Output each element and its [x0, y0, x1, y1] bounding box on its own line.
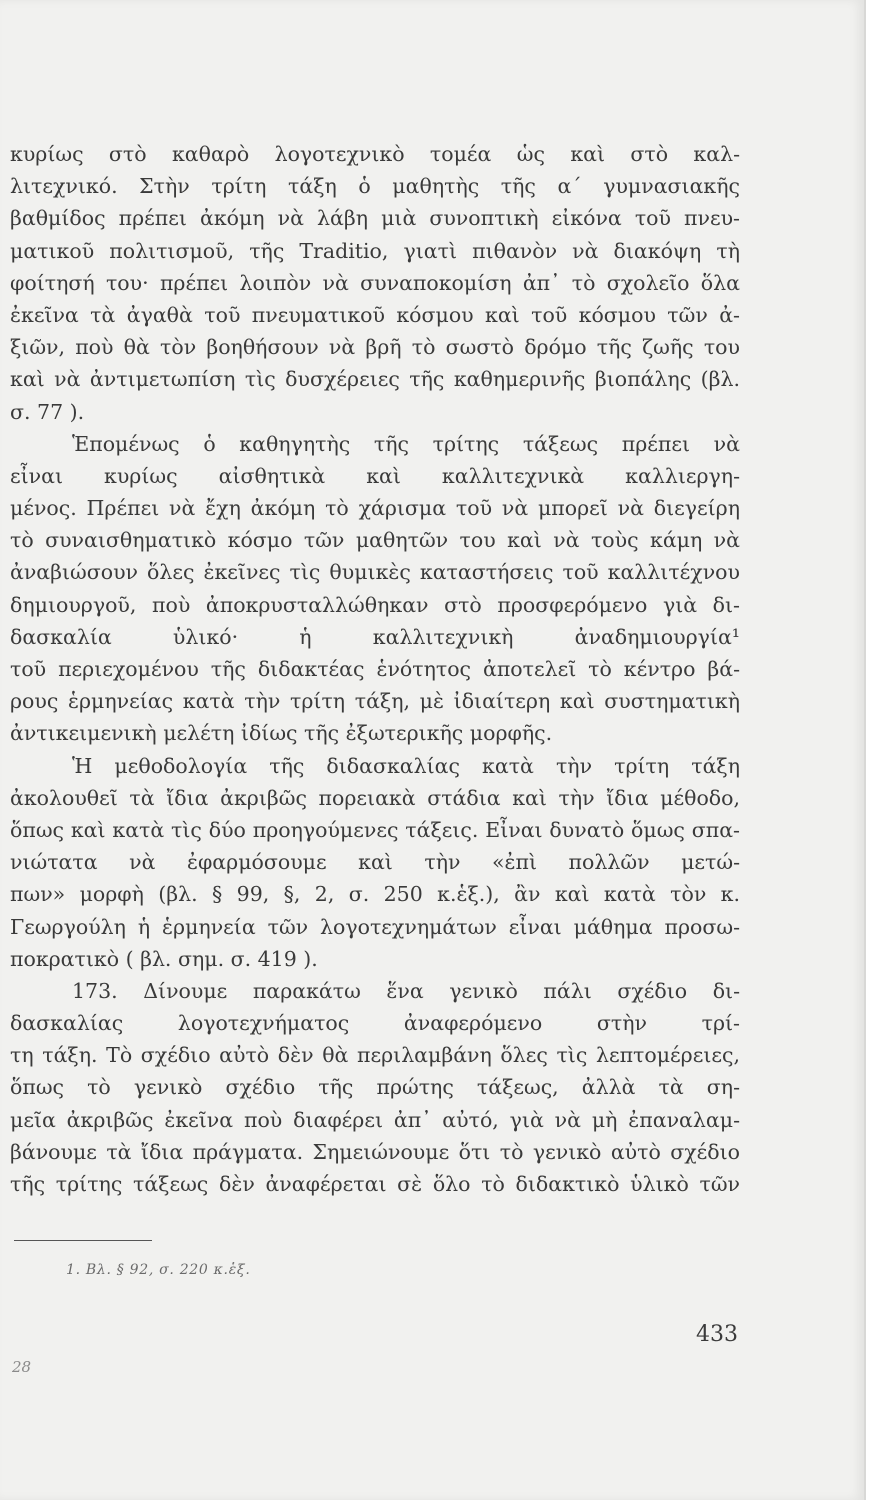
text-line: τὸ συναισθηματικὸ κόσμο τῶν μαθητῶν του καὶ νὰ τοὺς κάμη νὰ — [10, 528, 740, 553]
text-line: ἀναβιώσουν ὅλες ἐκεῖνες τὶς θυμικὲς καταστήσεις τοῦ καλλιτέχνου — [10, 560, 740, 585]
text-line: ξιῶν, ποὺ θὰ τὸν βοηθήσουν νὰ βρῆ τὸ σωστὸ δρόμο τῆς ζωῆς του — [10, 335, 740, 360]
signature-mark: 28 — [12, 1358, 32, 1376]
text-line: ματικοῦ πολιτισμοῦ, τῆς Traditio, γιατὶ πιθανὸν νὰ διακόψη τὴ — [10, 238, 740, 263]
text-line: ὅπως τὸ γενικὸ σχέδιο τῆς πρώτης τάξεως, ἀλλὰ τὰ ση- — [10, 1075, 740, 1100]
text-line: σ. 77 ). — [10, 399, 85, 424]
section-173-first-line: 173. Δίνουμε παρακάτω ἕνα γενικὸ πάλι σχέδιο δι- — [72, 978, 740, 1003]
text-line: μένος. Πρέπει νὰ ἔχη ἀκόμη τὸ χάρισμα τοῦ νὰ μπορεῖ νὰ διεγείρη — [10, 496, 740, 521]
text-line: τῆς τρίτης τάξεως δὲν ἀναφέρεται σὲ ὅλο τὸ διδακτικὸ ὑλικὸ τῶν — [10, 1172, 740, 1196]
page-edge — [866, 0, 883, 1500]
text-line: ποκρατικὸ ( βλ. σημ. σ. 419 ). — [10, 946, 318, 971]
text-line: Γεωργούλη ἡ ἑρμηνεία τῶν λογοτεχνημάτων εἶναι μάθημα προσω- — [10, 914, 740, 939]
text-line: ὅπως καὶ κατὰ τὶς δύο προηγούμενες τάξεις. Εἶναι δυνατὸ ὅμως σπα- — [10, 817, 740, 842]
text-line: βαθμίδος πρέπει ἀκόμη νὰ λάβη μιὰ συνοπτικὴ εἰκόνα τοῦ πνευ- — [10, 206, 740, 231]
text-line: δασκαλίας λογοτεχνήματος ἀναφερόμενο στὴν τρί- — [10, 1011, 740, 1036]
paragraph-first-line: Ἡ μεθοδολογία τῆς διδασκαλίας κατὰ τὴν τρίτη τάξη — [72, 753, 740, 778]
text-line: κυρίως στὸ καθαρὸ λογοτεχνικὸ τομέα ὡς καὶ στὸ καλ- — [10, 142, 740, 166]
text-line: ἀντικειμενικὴ μελέτη ἰδίως τῆς ἐξωτερικῆς μορφῆς. — [10, 721, 553, 746]
text-line: βάνουμε τὰ ἴδια πράγματα. Σημειώνουμε ὅτι τὸ γενικὸ αὐτὸ σχέδιο — [10, 1139, 740, 1164]
text-line: πων» μορφὴ (βλ. § 99, §, 2, σ. 250 κ.ἑξ.), ἂν καὶ κατὰ τὸν κ. — [10, 882, 740, 907]
text-line: φοίτησή του· πρέπει λοιπὸν νὰ συναποκομίση ἀπ᾿ τὸ σχολεῖο ὅλα — [10, 270, 740, 295]
text-line: λιτεχνικό. Στὴν τρίτη τάξη ὁ μαθητὴς τῆς α΄ γυμνασιακῆς — [10, 174, 740, 199]
text-line: δασκαλία ὑλικό· ἡ καλλιτεχνικὴ ἀναδημιουργία¹ — [10, 624, 740, 649]
text-line: καὶ νὰ ἀντιμετωπίση τὶς δυσχέρειες τῆς καθημερινῆς βιοπάλης (βλ. — [10, 367, 740, 392]
text-line: ρους ἑρμηνείας κατὰ τὴν τρίτη τάξη, μὲ ἰδιαίτερη καὶ συστηματικὴ — [10, 689, 740, 714]
text-line: εἶναι κυρίως αἰσθητικὰ καὶ καλλιτεχνικὰ καλλιεργη- — [10, 463, 740, 488]
text-line: μεῖα ἀκριβῶς ἐκεῖνα ποὺ διαφέρει ἀπ᾿ αὐτό, γιὰ νὰ μὴ ἐπαναλαμ- — [10, 1107, 740, 1132]
text-line: ἐκεῖνα τὰ ἀγαθὰ τοῦ πνευματικοῦ κόσμου καὶ τοῦ κόσμου τῶν ἀ- — [10, 302, 740, 327]
text-line: τοῦ περιεχομένου τῆς διδακτέας ἑνότητος ἀποτελεῖ τὸ κέντρο βά- — [10, 657, 740, 681]
footnote-rule — [14, 1240, 152, 1241]
body-text — [10, 138, 740, 1200]
page-number: 433 — [696, 1322, 738, 1347]
text-line: ἀκολουθεῖ τὰ ἴδια ἀκριβῶς πορειακὰ στάδια καὶ τὴν ἴδια μέθοδο, — [10, 785, 740, 810]
footnote: 1. Βλ. § 92, σ. 220 κ.ἑξ. — [66, 1262, 251, 1278]
paragraph-first-line: Ἑπομένως ὁ καθηγητὴς τῆς τρίτης τάξεως πρέπει νὰ — [72, 431, 740, 456]
text-line: δημιουργοῦ, ποὺ ἀποκρυσταλλώθηκαν στὸ προσφερόμενο γιὰ δι- — [10, 592, 740, 617]
text-line: τη τάξη. Τὸ σχέδιο αὐτὸ δὲν θὰ περιλαμβάνη ὅλες τὶς λεπτομέρειες, — [10, 1043, 740, 1068]
text-line: νιώτατα νὰ ἐφαρμόσουμε καὶ τὴν «ἐπὶ πολλῶν μετώ- — [10, 850, 740, 875]
